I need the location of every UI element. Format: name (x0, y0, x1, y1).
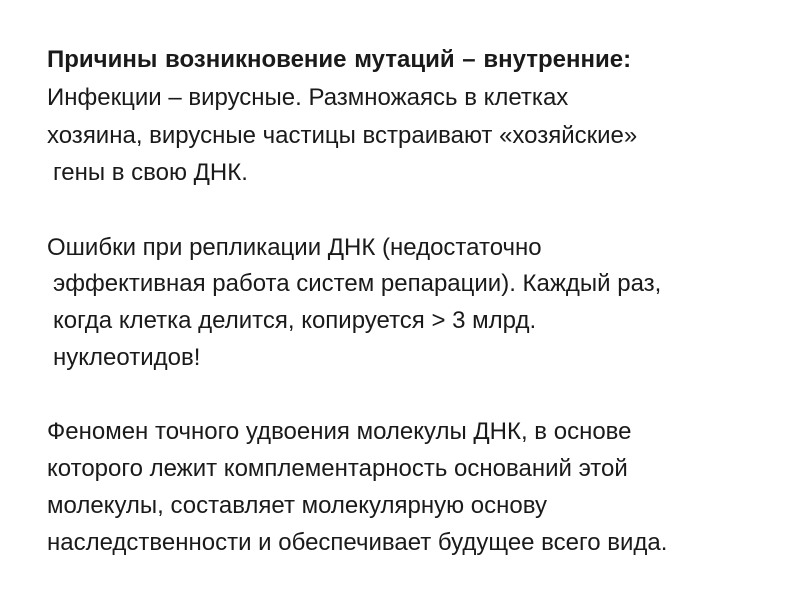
paragraph1-line2: хозяина, вирусные частицы встраивают «хозяйские» (47, 122, 638, 149)
paragraph2-line3: когда клетка делится, копируется > 3 млрд. (53, 307, 537, 334)
paragraph2-line1: Ошибки при репликации ДНК (недостаточно (47, 234, 542, 261)
paragraph3-line4: наследственности и обеспечивает будущее всего вида. (47, 529, 668, 556)
paragraph3-line3: молекулы, составляет молекулярную основу (47, 492, 547, 519)
paragraph1-line1: Инфекции – вирусные. Размножаясь в клетках (47, 84, 569, 111)
paragraph3-line1: Феномен точного удвоения молекулы ДНК, в основе (47, 418, 632, 445)
paragraph3-line2: которого лежит комплементарность оснований этой (47, 455, 628, 482)
paragraph2-line4: нуклеотидов! (53, 344, 201, 371)
paragraph1-line3: гены в свою ДНК. (53, 159, 248, 186)
paragraph2-line2: эффективная работа систем репарации). Каждый раз, (53, 270, 662, 297)
slide-title: Причины возникновение мутаций – внутренние: (47, 46, 632, 73)
